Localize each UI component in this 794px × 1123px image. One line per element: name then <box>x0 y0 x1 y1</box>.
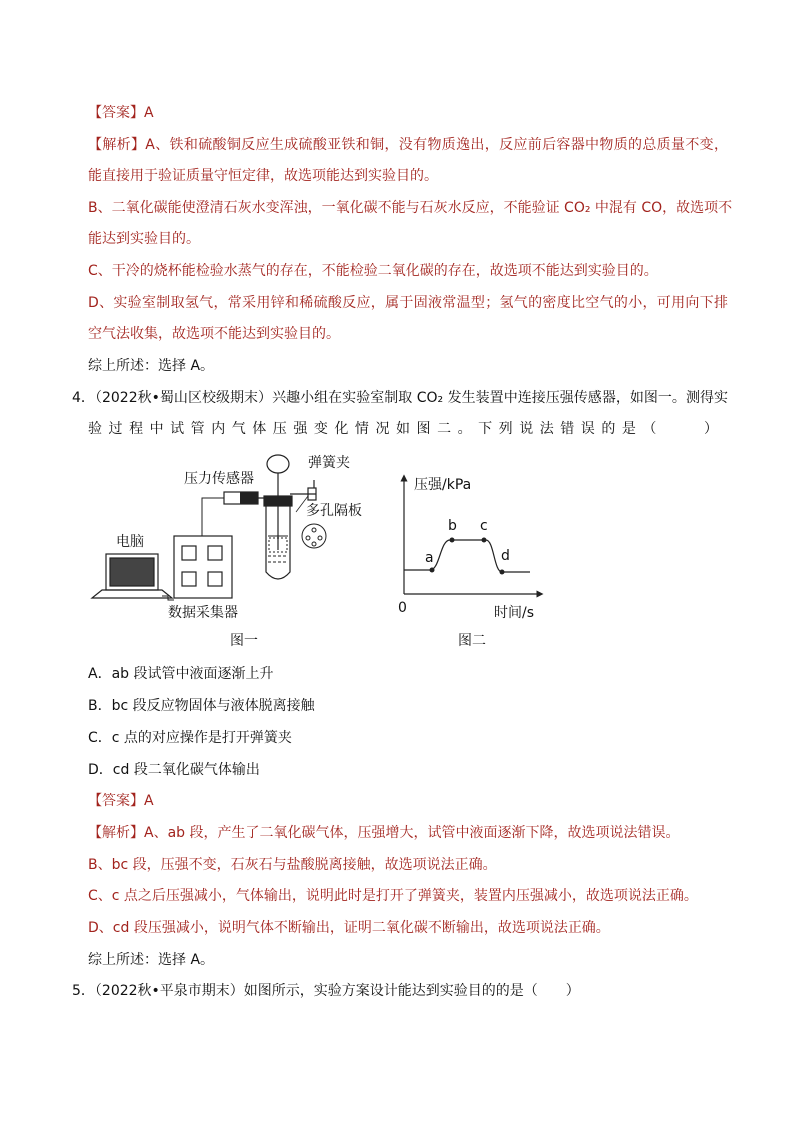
q4-stem: 4．（2022秋•蜀山区校级期末）兴趣小组在实验室制取 CO₂ 发生装置中连接压强传感器，如图一。测得实 <box>72 390 728 406</box>
x-axis-label: 时间/s <box>494 605 535 621</box>
spring-clip-label: 弹簧夹 <box>308 455 350 471</box>
figure-1-caption: 图一 <box>230 633 258 649</box>
q4-answer: 【答案】A <box>88 793 154 809</box>
option-b: B．bc 段反应物固体与液体脱离接触 <box>88 698 315 714</box>
q3-analysis-line: C、干冷的烧杯能检验水蒸气的存在，不能检验二氧化碳的存在，故选项不能达到实验目的。 <box>88 263 658 279</box>
q3-analysis-line: D、实验室制取氢气，常采用锌和稀硫酸反应，属于固液常温型；氢气的密度比空气的小，可用向下排 <box>88 295 728 311</box>
q4-stem: 验过程中试管内气体压强变化情况如图二。下列说法错误的是（ ） <box>88 421 718 437</box>
point-b-label: b <box>448 518 457 534</box>
q3-analysis-line: 空气法收集，故选项不能达到实验目的。 <box>88 326 340 342</box>
point-b <box>450 538 455 543</box>
q4-analysis-line: 【解析】A、ab 段，产生了二氧化碳气体，压强增大，试管中液面逐渐下降，故选项说法错误。 <box>88 825 680 841</box>
point-a-label: a <box>425 550 434 566</box>
point-d-label: d <box>501 548 510 564</box>
computer-label: 电脑 <box>116 534 144 550</box>
y-axis-label: 压强/kPa <box>414 477 472 493</box>
q3-summary: 综上所述：选择 A。 <box>88 358 215 374</box>
q3-answer: 【答案】A <box>88 105 154 121</box>
q3-analysis-line: 能直接用于验证质量守恒定律，故选项能达到实验目的。 <box>88 168 438 184</box>
porous-plate-icon <box>268 524 326 562</box>
origin-label: 0 <box>398 600 407 616</box>
figure-2-caption: 图二 <box>458 633 486 649</box>
data-collector-icon <box>174 536 232 598</box>
point-c-label: c <box>480 518 488 534</box>
q4-analysis-line: D、cd 段压强减小，说明气体不断输出，证明二氧化碳不断输出，故选项说法正确。 <box>88 920 610 936</box>
point-d <box>500 570 505 575</box>
pressure-curve <box>404 540 530 572</box>
option-d: D．cd 段二氧化碳气体输出 <box>88 762 260 778</box>
q3-analysis-line: 【解析】A、铁和硫酸铜反应生成硫酸亚铁和铜，没有物质逸出，反应前后容器中物质的总质量不变， <box>88 137 728 153</box>
q4-analysis-line: C、c 点之后压强减小，气体输出，说明此时是打开了弹簧夹，装置内压强减小，故选项说法正确。 <box>88 888 698 904</box>
option-a: A．ab 段试管中液面逐渐上升 <box>88 666 274 682</box>
option-c: C．c 点的对应操作是打开弹簧夹 <box>88 730 292 746</box>
q3-analysis-line: B、二氧化碳能使澄清石灰水变浑浊，一氧化碳不能与石灰水反应，不能验证 CO₂ 中混有 CO，故选项不 <box>88 200 733 216</box>
computer-icon <box>92 554 172 598</box>
point-c <box>482 538 487 543</box>
q4-summary: 综上所述：选择 A。 <box>88 952 215 968</box>
pressure-sensor-label: 压力传感器 <box>184 471 254 487</box>
data-collector-label: 数据采集器 <box>168 605 238 621</box>
q4-analysis-line: B、bc 段，压强不变，石灰石与盐酸脱离接触，故选项说法正确。 <box>88 857 497 873</box>
q5-stem: 5．（2022秋•平泉市期末）如图所示，实验方案设计能达到实验目的的是（ ） <box>72 983 580 999</box>
q3-analysis-line: 能达到实验目的。 <box>88 231 200 247</box>
point-a <box>430 568 435 573</box>
porous-plate-label: 多孔隔板 <box>306 503 362 519</box>
